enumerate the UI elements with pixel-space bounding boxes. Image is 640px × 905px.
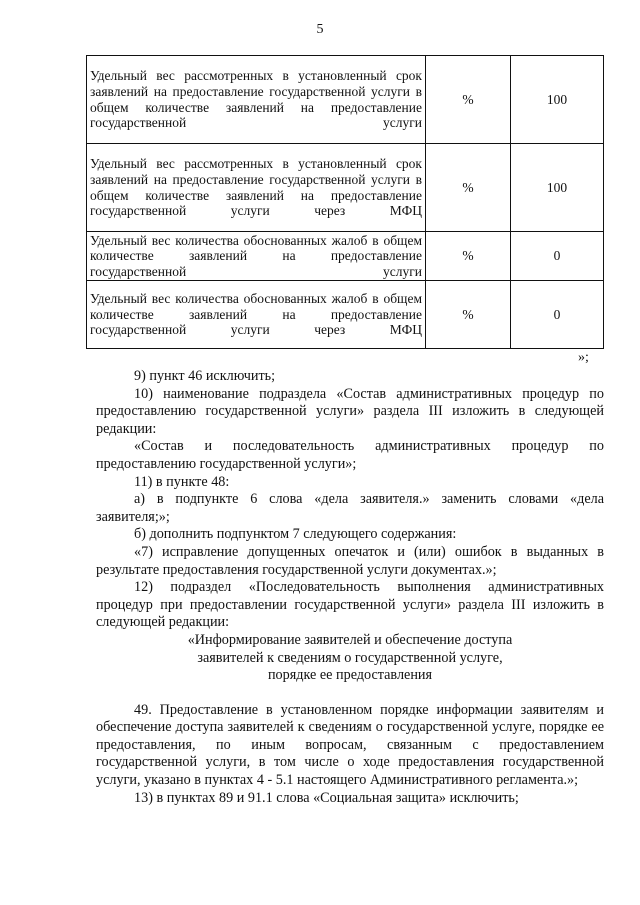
table-cell-description: Удельный вес количества обоснованных жалоб в общем количестве заявлений на предоставление государственной услуги bbox=[87, 232, 426, 281]
table-cell-value: 0 bbox=[511, 281, 604, 349]
spacer bbox=[96, 685, 604, 702]
table-cell-value: 0 bbox=[511, 232, 604, 281]
paragraph-item-9: 9) пункт 46 исключить; bbox=[134, 368, 276, 384]
table-cell-value: 100 bbox=[511, 144, 604, 232]
table-row bbox=[87, 56, 604, 144]
table-cell-description: Удельный вес рассмотренных в установленный срок заявлений на предоставление государственной услуги в общем количестве заявлений на предоставление государственной услуги bbox=[87, 56, 426, 144]
table-cell-unit: % bbox=[426, 56, 511, 144]
paragraph-item-11b-quote: «7) исправление допущенных опечаток и (или) ошибок в выданных в результате предоставления государственной услуги документах.»; bbox=[96, 543, 604, 578]
table-cell-unit: % bbox=[426, 281, 511, 349]
paragraph-item-13: 13) в пунктах 89 и 91.1 слова «Социальная защита» исключить; bbox=[134, 789, 519, 806]
section-heading-line: заявителей к сведениям о государственной услуге, bbox=[197, 649, 503, 666]
table-row bbox=[87, 281, 604, 349]
table-row bbox=[87, 232, 604, 281]
closing-quote: »; bbox=[578, 350, 589, 365]
page-number: 5 bbox=[316, 22, 324, 37]
paragraph-item-10-quote: «Состав и последовательность административных процедур по предоставлению государственной услуги»; bbox=[96, 438, 604, 472]
paragraph-item-11a: а) в подпункте 6 слова «дела заявителя.» заменить словами «дела заявителя;»; bbox=[96, 491, 604, 525]
document-body bbox=[96, 368, 604, 807]
paragraph-item-12: 12) подраздел «Последовательность выполнения административных процедур при предоставлении государственной услуги» раздела III изложить в следующей редакции: bbox=[96, 579, 604, 631]
paragraph-item-10: 10) наименование подраздела «Состав административных процедур по предоставлению государственной услуги» раздела III изложить в следующей редакции: bbox=[96, 385, 604, 437]
table-cell-unit: % bbox=[426, 144, 511, 232]
table-row bbox=[87, 144, 604, 232]
paragraph-item-11b: б) дополнить подпунктом 7 следующего содержания: bbox=[134, 526, 457, 543]
table-cell-description: Удельный вес количества обоснованных жалоб в общем количестве заявлений на предоставление государственной услуги через МФЦ bbox=[87, 281, 426, 349]
table-cell-description: Удельный вес рассмотренных в установленный срок заявлений на предоставление государственной услуги в общем количестве заявлений на предоставление государственной услуги через МФЦ bbox=[87, 144, 426, 232]
section-heading-line: порядке ее предоставления bbox=[267, 667, 433, 684]
paragraph-item-11: 11) в пункте 48: bbox=[134, 473, 230, 490]
table-cell-value: 100 bbox=[511, 56, 604, 144]
section-heading-line: «Информирование заявителей и обеспечение доступа bbox=[187, 631, 513, 648]
table-cell-unit: % bbox=[426, 232, 511, 281]
paragraph-item-49: 49. Предоставление в установленном порядке информации заявителям и обеспечение доступа заявителей к сведениям о государственной услуге, порядке ее предоставления, по иным вопросам, связанным с предоставлением государственной услуги, в том числе о ходе предоставления государственной услуги, указано в пунктах 4 - 5.1 настоящего Административного регламента.»; bbox=[96, 701, 604, 789]
indicators-table bbox=[86, 55, 604, 349]
